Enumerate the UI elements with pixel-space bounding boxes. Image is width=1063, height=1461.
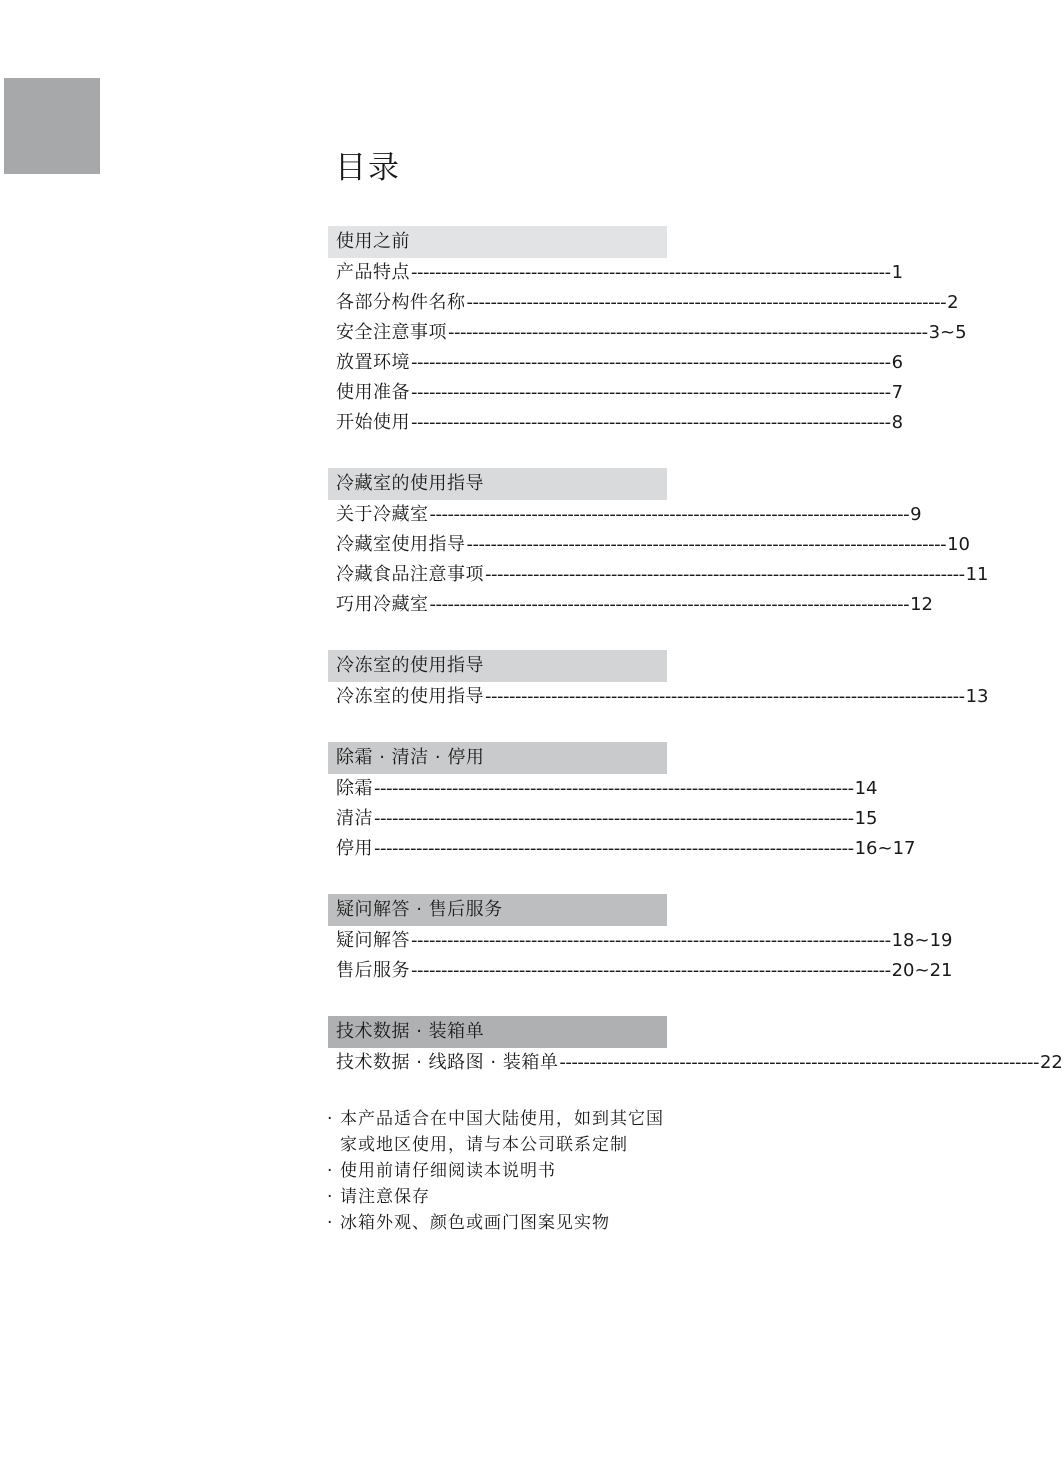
bullet-icon: ·	[327, 1109, 334, 1129]
dot-leader: --------------------------------------------------------------------------------	[411, 960, 891, 981]
dot-leader: --------------------------------------------------------------------------------	[559, 1052, 1039, 1073]
toc-section	[328, 226, 967, 438]
toc-section	[328, 650, 989, 712]
toc-section	[328, 468, 989, 620]
toc-entry[interactable]	[328, 682, 989, 712]
toc-entry-label: 放置环境	[336, 352, 410, 373]
section-heading: 冷冻室的使用指导	[328, 650, 667, 682]
toc-entry-page: 3~5	[928, 322, 967, 343]
toc-entry-label: 冷藏室使用指导	[336, 534, 466, 555]
note-item	[327, 1158, 687, 1184]
dot-leader: --------------------------------------------------------------------------------	[429, 594, 910, 615]
toc-entry-label: 技术数据 · 线路图 · 装箱单	[336, 1052, 559, 1073]
toc-entry-label: 使用准备	[336, 382, 410, 403]
note-item	[327, 1210, 687, 1236]
toc-entry-label: 各部分构件名称	[336, 292, 466, 313]
dot-leader: --------------------------------------------------------------------------------	[374, 838, 854, 859]
toc-entry-page: 14	[854, 778, 878, 799]
section-heading: 冷藏室的使用指导	[328, 468, 667, 500]
toc-entry[interactable]	[328, 348, 904, 378]
dot-leader: --------------------------------------------------------------------------------	[485, 686, 965, 707]
toc-entry-page: 6	[891, 352, 904, 373]
toc-entry-page: 9	[910, 504, 922, 525]
toc-entry-page: 22	[1039, 1052, 1063, 1073]
toc-entry[interactable]	[328, 956, 953, 986]
dot-leader: --------------------------------------------------------------------------------	[411, 412, 891, 433]
toc-entry-page: 18~19	[891, 930, 953, 951]
note-item	[327, 1106, 687, 1132]
toc-entry-page: 16~17	[854, 838, 916, 859]
toc-entry-page: 13	[965, 686, 989, 707]
toc-entry-page: 10	[947, 534, 971, 555]
dot-leader: --------------------------------------------------------------------------------	[485, 564, 965, 585]
toc-entry[interactable]	[328, 804, 878, 834]
section-heading: 技术数据 · 装箱单	[328, 1016, 667, 1048]
toc-entry-label: 冷藏食品注意事项	[336, 564, 484, 585]
note-text: 家或地区使用，请与本公司联系定制	[340, 1135, 628, 1155]
dot-leader: --------------------------------------------------------------------------------	[466, 292, 947, 313]
notes-list	[327, 1106, 687, 1236]
toc-entry-page: 7	[891, 382, 904, 403]
toc-entry[interactable]	[328, 378, 904, 408]
toc-entry-label: 停用	[336, 838, 373, 859]
toc-entry-label: 关于冷藏室	[336, 504, 429, 525]
toc-section	[328, 894, 953, 986]
note-item	[327, 1132, 687, 1158]
toc-entry-page: 15	[854, 808, 878, 829]
table-of-contents	[328, 226, 1063, 1108]
toc-entry-label: 巧用冷藏室	[336, 594, 429, 615]
note-text: 冰箱外观、颜色或画门图案见实物	[340, 1213, 610, 1233]
toc-entry-label: 除霜	[336, 778, 373, 799]
section-heading: 疑问解答 · 售后服务	[328, 894, 667, 926]
toc-section	[328, 742, 916, 864]
section-heading: 除霜 · 清洁 · 停用	[328, 742, 667, 774]
dot-leader: --------------------------------------------------------------------------------	[374, 808, 854, 829]
toc-entry[interactable]	[328, 774, 878, 804]
section-heading: 使用之前	[328, 226, 667, 258]
toc-entry-page: 11	[965, 564, 989, 585]
dot-leader: --------------------------------------------------------------------------------	[411, 930, 891, 951]
toc-entry-page: 1	[891, 262, 904, 283]
dot-leader: --------------------------------------------------------------------------------	[374, 778, 854, 799]
bullet-icon: ·	[327, 1213, 334, 1233]
toc-entry[interactable]	[328, 408, 904, 438]
toc-entry[interactable]	[328, 560, 989, 590]
toc-entry[interactable]	[328, 500, 922, 530]
corner-tab	[4, 78, 100, 174]
dot-leader: --------------------------------------------------------------------------------	[429, 504, 910, 525]
toc-entry-label: 售后服务	[336, 960, 410, 981]
toc-entry[interactable]	[328, 1048, 1063, 1078]
bullet-icon: ·	[327, 1187, 334, 1207]
note-text: 本产品适合在中国大陆使用，如到其它国	[340, 1109, 664, 1129]
toc-entry[interactable]	[328, 258, 904, 288]
toc-entry-label: 清洁	[336, 808, 373, 829]
toc-entry-label: 冷冻室的使用指导	[336, 686, 484, 707]
toc-entry-label: 安全注意事项	[336, 322, 447, 343]
bullet-icon: ·	[327, 1161, 334, 1181]
dot-leader: --------------------------------------------------------------------------------	[466, 534, 947, 555]
toc-entry[interactable]	[328, 288, 959, 318]
dot-leader: --------------------------------------------------------------------------------	[411, 382, 891, 403]
page-title: 目录	[335, 150, 401, 186]
toc-entry-label: 疑问解答	[336, 930, 410, 951]
toc-entry-label: 产品特点	[336, 262, 410, 283]
note-text: 使用前请仔细阅读本说明书	[340, 1161, 556, 1181]
toc-entry[interactable]	[328, 834, 916, 864]
note-item	[327, 1184, 687, 1210]
dot-leader: --------------------------------------------------------------------------------	[411, 352, 891, 373]
toc-entry-page: 2	[947, 292, 959, 313]
toc-entry-page: 8	[891, 412, 904, 433]
toc-section	[328, 1016, 1063, 1078]
bullet-icon	[327, 1132, 340, 1158]
toc-entry[interactable]	[328, 590, 934, 620]
toc-entry-page: 12	[910, 594, 934, 615]
note-text: 请注意保存	[340, 1187, 430, 1207]
dot-leader: --------------------------------------------------------------------------------	[448, 322, 928, 343]
toc-entry-label: 开始使用	[336, 412, 410, 433]
toc-entry-page: 20~21	[891, 960, 953, 981]
dot-leader: --------------------------------------------------------------------------------	[411, 262, 891, 283]
toc-entry[interactable]	[328, 318, 967, 348]
toc-entry[interactable]	[328, 530, 971, 560]
toc-entry[interactable]	[328, 926, 953, 956]
